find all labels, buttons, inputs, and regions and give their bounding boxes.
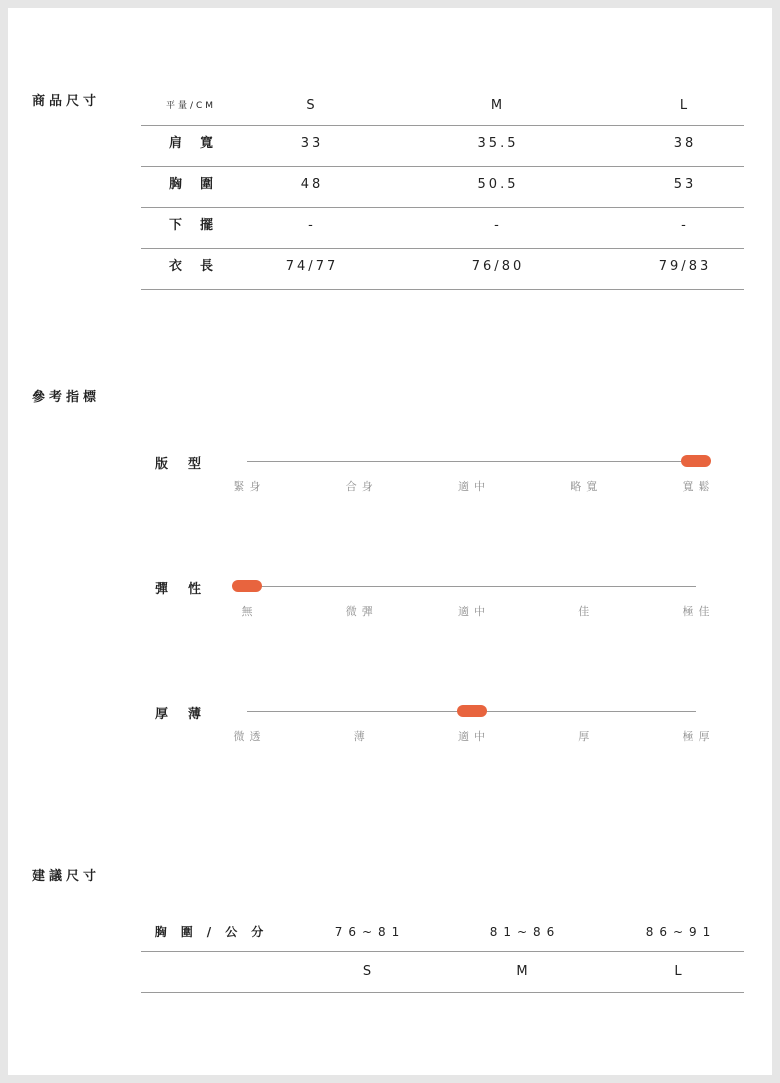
indicator-tick: 極厚 <box>682 730 715 743</box>
row-label: 衣長 <box>168 259 232 274</box>
recommended-size: L <box>674 964 682 979</box>
indicator-label: 版型 <box>155 457 222 472</box>
indicator-tick: 略寬 <box>570 480 603 493</box>
indicator-fit <box>8 453 772 513</box>
size-table-header <box>141 88 744 126</box>
indicator-label: 彈性 <box>155 582 222 597</box>
recommended-size: M <box>516 964 528 979</box>
table-row <box>141 208 744 249</box>
indicator-tick: 佳 <box>578 605 595 618</box>
table-cell: 38 <box>673 136 697 151</box>
table-cell: 53 <box>673 177 697 192</box>
chest-range: 81~86 <box>489 925 561 939</box>
chest-label: 胸圍/公分 <box>154 925 278 939</box>
indicator-tick: 薄 <box>353 730 370 743</box>
indicator-tick: 寬鬆 <box>682 480 715 493</box>
recommended-size: S <box>362 964 372 979</box>
reference-section-title: 參考指標 <box>32 390 101 405</box>
table-row <box>141 126 744 167</box>
indicator-tick: 無 <box>241 605 258 618</box>
indicator-marker <box>457 705 487 717</box>
table-cell: 76/80 <box>471 259 525 274</box>
table-cell: - <box>308 218 316 233</box>
indicator-track <box>247 461 696 462</box>
row-label: 下擺 <box>168 218 232 233</box>
table-cell: 79/83 <box>658 259 712 274</box>
table-cell: - <box>681 218 689 233</box>
indicator-tick: 適中 <box>458 730 490 743</box>
size-col-s: S <box>306 98 318 113</box>
table-row <box>141 167 744 208</box>
indicator-tick: 微彈 <box>345 605 378 618</box>
indicator-label: 厚薄 <box>155 707 222 722</box>
indicator-marker <box>681 455 711 467</box>
recommend-size-row <box>141 952 744 993</box>
indicator-tick: 適中 <box>458 605 490 618</box>
row-label: 胸圍 <box>168 177 232 192</box>
unit-label: 平量/CM <box>165 101 217 111</box>
indicator-tick: 合身 <box>345 480 378 493</box>
indicator-thickness <box>8 703 772 763</box>
indicator-elasticity <box>8 578 772 638</box>
indicator-tick: 微透 <box>233 730 266 743</box>
indicator-tick: 緊身 <box>233 480 266 493</box>
table-row <box>141 249 744 290</box>
size-col-m: M <box>490 98 506 113</box>
indicator-marker <box>232 580 262 592</box>
indicator-track <box>247 586 696 587</box>
row-label: 肩寬 <box>168 136 232 151</box>
table-cell: 33 <box>300 136 324 151</box>
table-cell: 50.5 <box>477 177 519 192</box>
chest-range: 76~81 <box>334 925 406 939</box>
recommend-section-title: 建議尺寸 <box>32 869 101 884</box>
size-section-title: 商品尺寸 <box>32 94 101 109</box>
indicator-tick: 適中 <box>458 480 490 493</box>
size-col-l: L <box>679 98 691 113</box>
page-sheet <box>8 8 772 1075</box>
indicator-tick: 極佳 <box>682 605 715 618</box>
table-cell: 74/77 <box>285 259 339 274</box>
chest-range: 86~91 <box>645 925 717 939</box>
table-cell: 35.5 <box>477 136 519 151</box>
indicator-tick: 厚 <box>578 730 595 743</box>
table-cell: 48 <box>300 177 324 192</box>
table-cell: - <box>494 218 502 233</box>
recommend-header-row <box>141 913 744 952</box>
size-table <box>141 88 744 290</box>
recommend-table <box>141 913 744 993</box>
